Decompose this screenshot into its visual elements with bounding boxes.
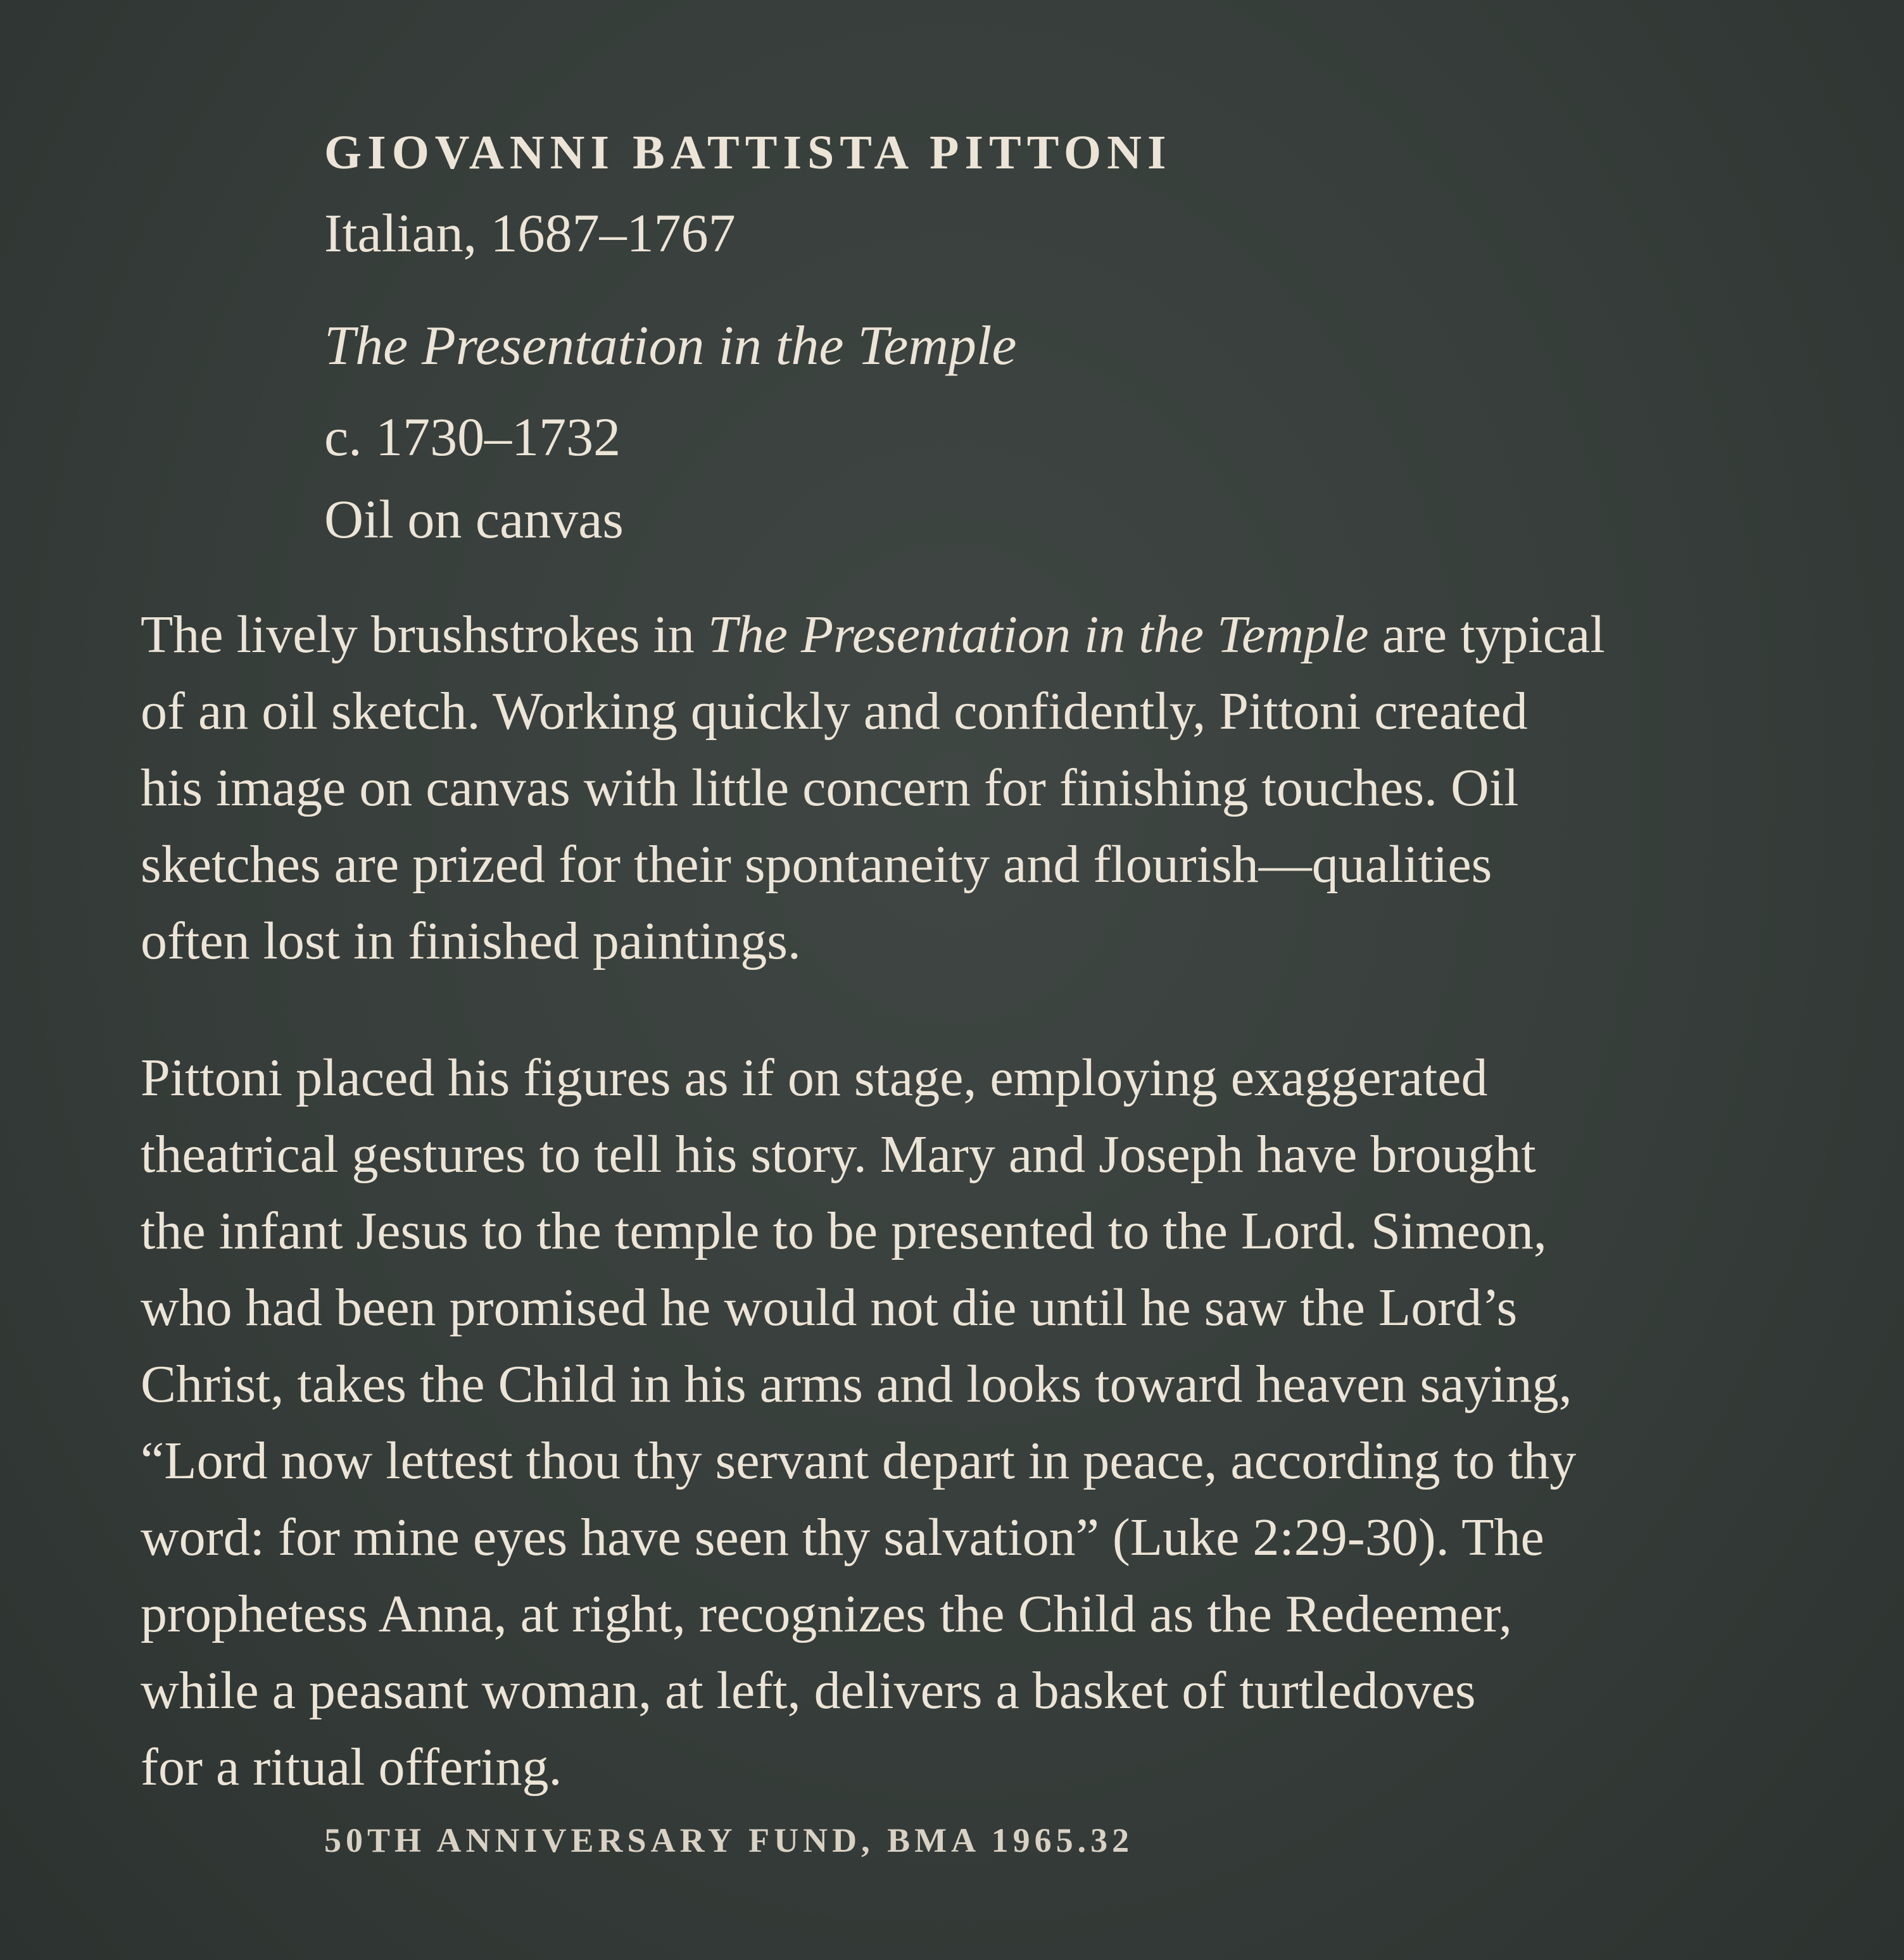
paragraph-line: sketches are prized for their spontaneity and flourish—qualities bbox=[141, 835, 1492, 894]
paragraph-line: while a peasant woman, at left, delivers a basket of turtledoves bbox=[141, 1661, 1476, 1720]
paragraph-line: for a ritual offering. bbox=[141, 1738, 562, 1797]
paragraph-line: “Lord now lettest thou thy servant depart in peace, according to thy bbox=[141, 1431, 1577, 1490]
artwork-medium: Oil on canvas bbox=[324, 489, 624, 550]
paragraph-line: word: for mine eyes have seen thy salvation” (Luke 2:29-30). The bbox=[141, 1508, 1544, 1567]
paragraph-line: his image on canvas with little concern for finishing touches. Oil bbox=[141, 758, 1519, 817]
artist-nationality-dates: Italian, 1687–1767 bbox=[324, 203, 736, 263]
paragraph-line: often lost in finished paintings. bbox=[141, 912, 801, 971]
paragraph-line: of an oil sketch. Working quickly and confidently, Pittoni created bbox=[141, 682, 1528, 741]
inline-artwork-title: The Presentation in the Temple bbox=[707, 605, 1369, 664]
paragraph-line: theatrical gestures to tell his story. Mary and Joseph have brought bbox=[141, 1125, 1536, 1184]
paragraph-text: are typical bbox=[1368, 605, 1605, 664]
artwork-date: c. 1730–1732 bbox=[324, 406, 621, 467]
credit-line: 50TH ANNIVERSARY FUND, BMA 1965.32 bbox=[324, 1821, 1134, 1859]
paragraph-text: The lively brushstrokes in bbox=[141, 605, 708, 664]
paragraph-line: Pittoni placed his figures as if on stage, employing exaggerated bbox=[141, 1048, 1488, 1107]
artwork-title: The Presentation in the Temple bbox=[324, 315, 1017, 377]
paragraph-line bbox=[141, 596, 1800, 673]
paragraph-line: Christ, takes the Child in his arms and looks toward heaven saying, bbox=[141, 1355, 1572, 1414]
description-paragraph-1 bbox=[141, 596, 1800, 979]
description-paragraph-2 bbox=[141, 1040, 1800, 1806]
paragraph-line: the infant Jesus to the temple to be presented to the Lord. Simeon, bbox=[141, 1202, 1547, 1260]
paragraph-line: prophetess Anna, at right, recognizes the Child as the Redeemer, bbox=[141, 1585, 1512, 1643]
artist-name: GIOVANNI BATTISTA PITTONI bbox=[324, 126, 1172, 179]
paragraph-line: who had been promised he would not die until he saw the Lord’s bbox=[141, 1278, 1518, 1337]
